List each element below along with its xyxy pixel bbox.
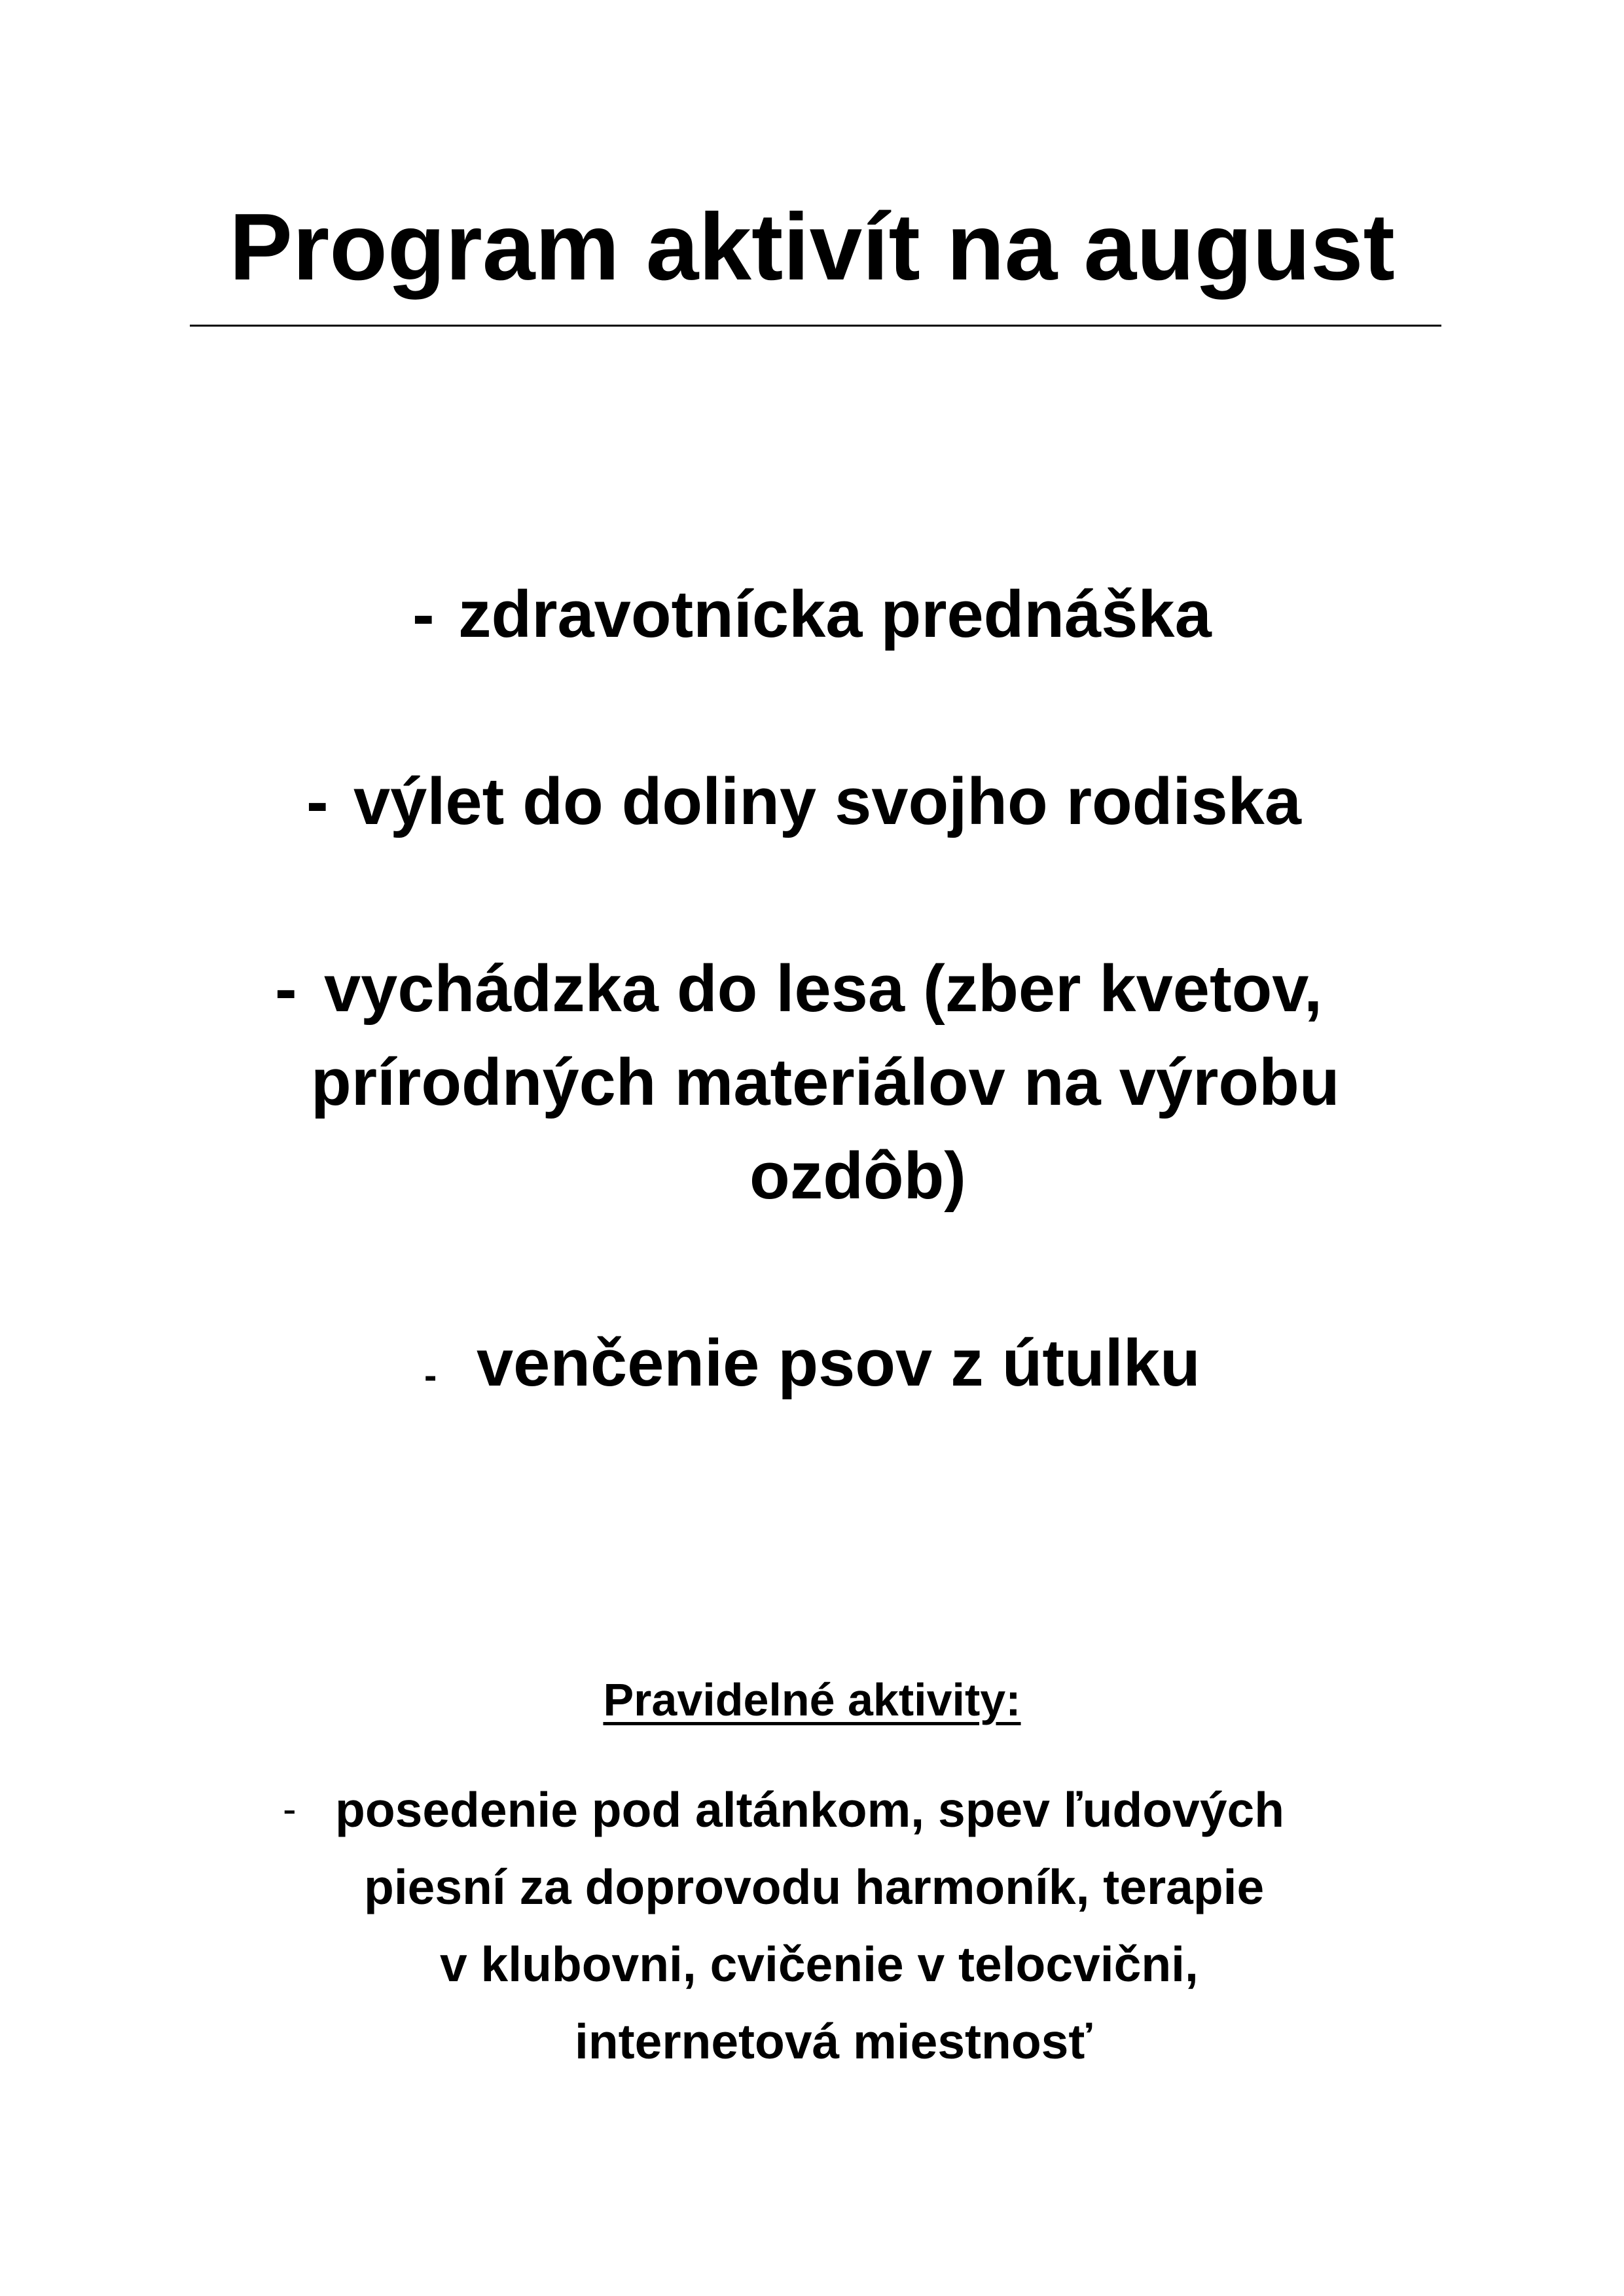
bullet-dash: -: [424, 1354, 437, 1397]
activity-item-line-1: vychádzka do lesa (zber kvetov,: [324, 952, 1323, 1026]
bullet-dash: -: [412, 578, 435, 651]
bullet-dash: -: [283, 1787, 297, 1832]
regular-activities-heading: Pravidelné aktivity:: [603, 1674, 1021, 1725]
activity-item-line-2: prírodných materiálov na výrobu: [311, 1046, 1340, 1119]
regular-activities-text: v klubovni, cvičenie v telocvični,: [440, 1937, 1199, 1992]
bullet-dash: -: [306, 765, 329, 838]
activity-item-line-3: ozdôb): [749, 1139, 966, 1213]
regular-activities-text: internetová miestnosť: [575, 2014, 1092, 2069]
regular-activities-text: posedenie pod altánkom, spev ľudových: [335, 1782, 1285, 1837]
regular-activities-text: piesní za doprovodu harmoník, terapie: [364, 1859, 1265, 1914]
title-underline: [190, 325, 1441, 327]
bullet-dash: -: [275, 952, 297, 1026]
activity-item-text: venčenie psov z útulku: [477, 1327, 1200, 1400]
activity-item-text: výlet do doliny svojho rodiska: [353, 765, 1301, 838]
page-title: Program aktivít na august: [229, 194, 1395, 300]
activity-item-text: zdravotnícka prednáška: [458, 578, 1212, 651]
